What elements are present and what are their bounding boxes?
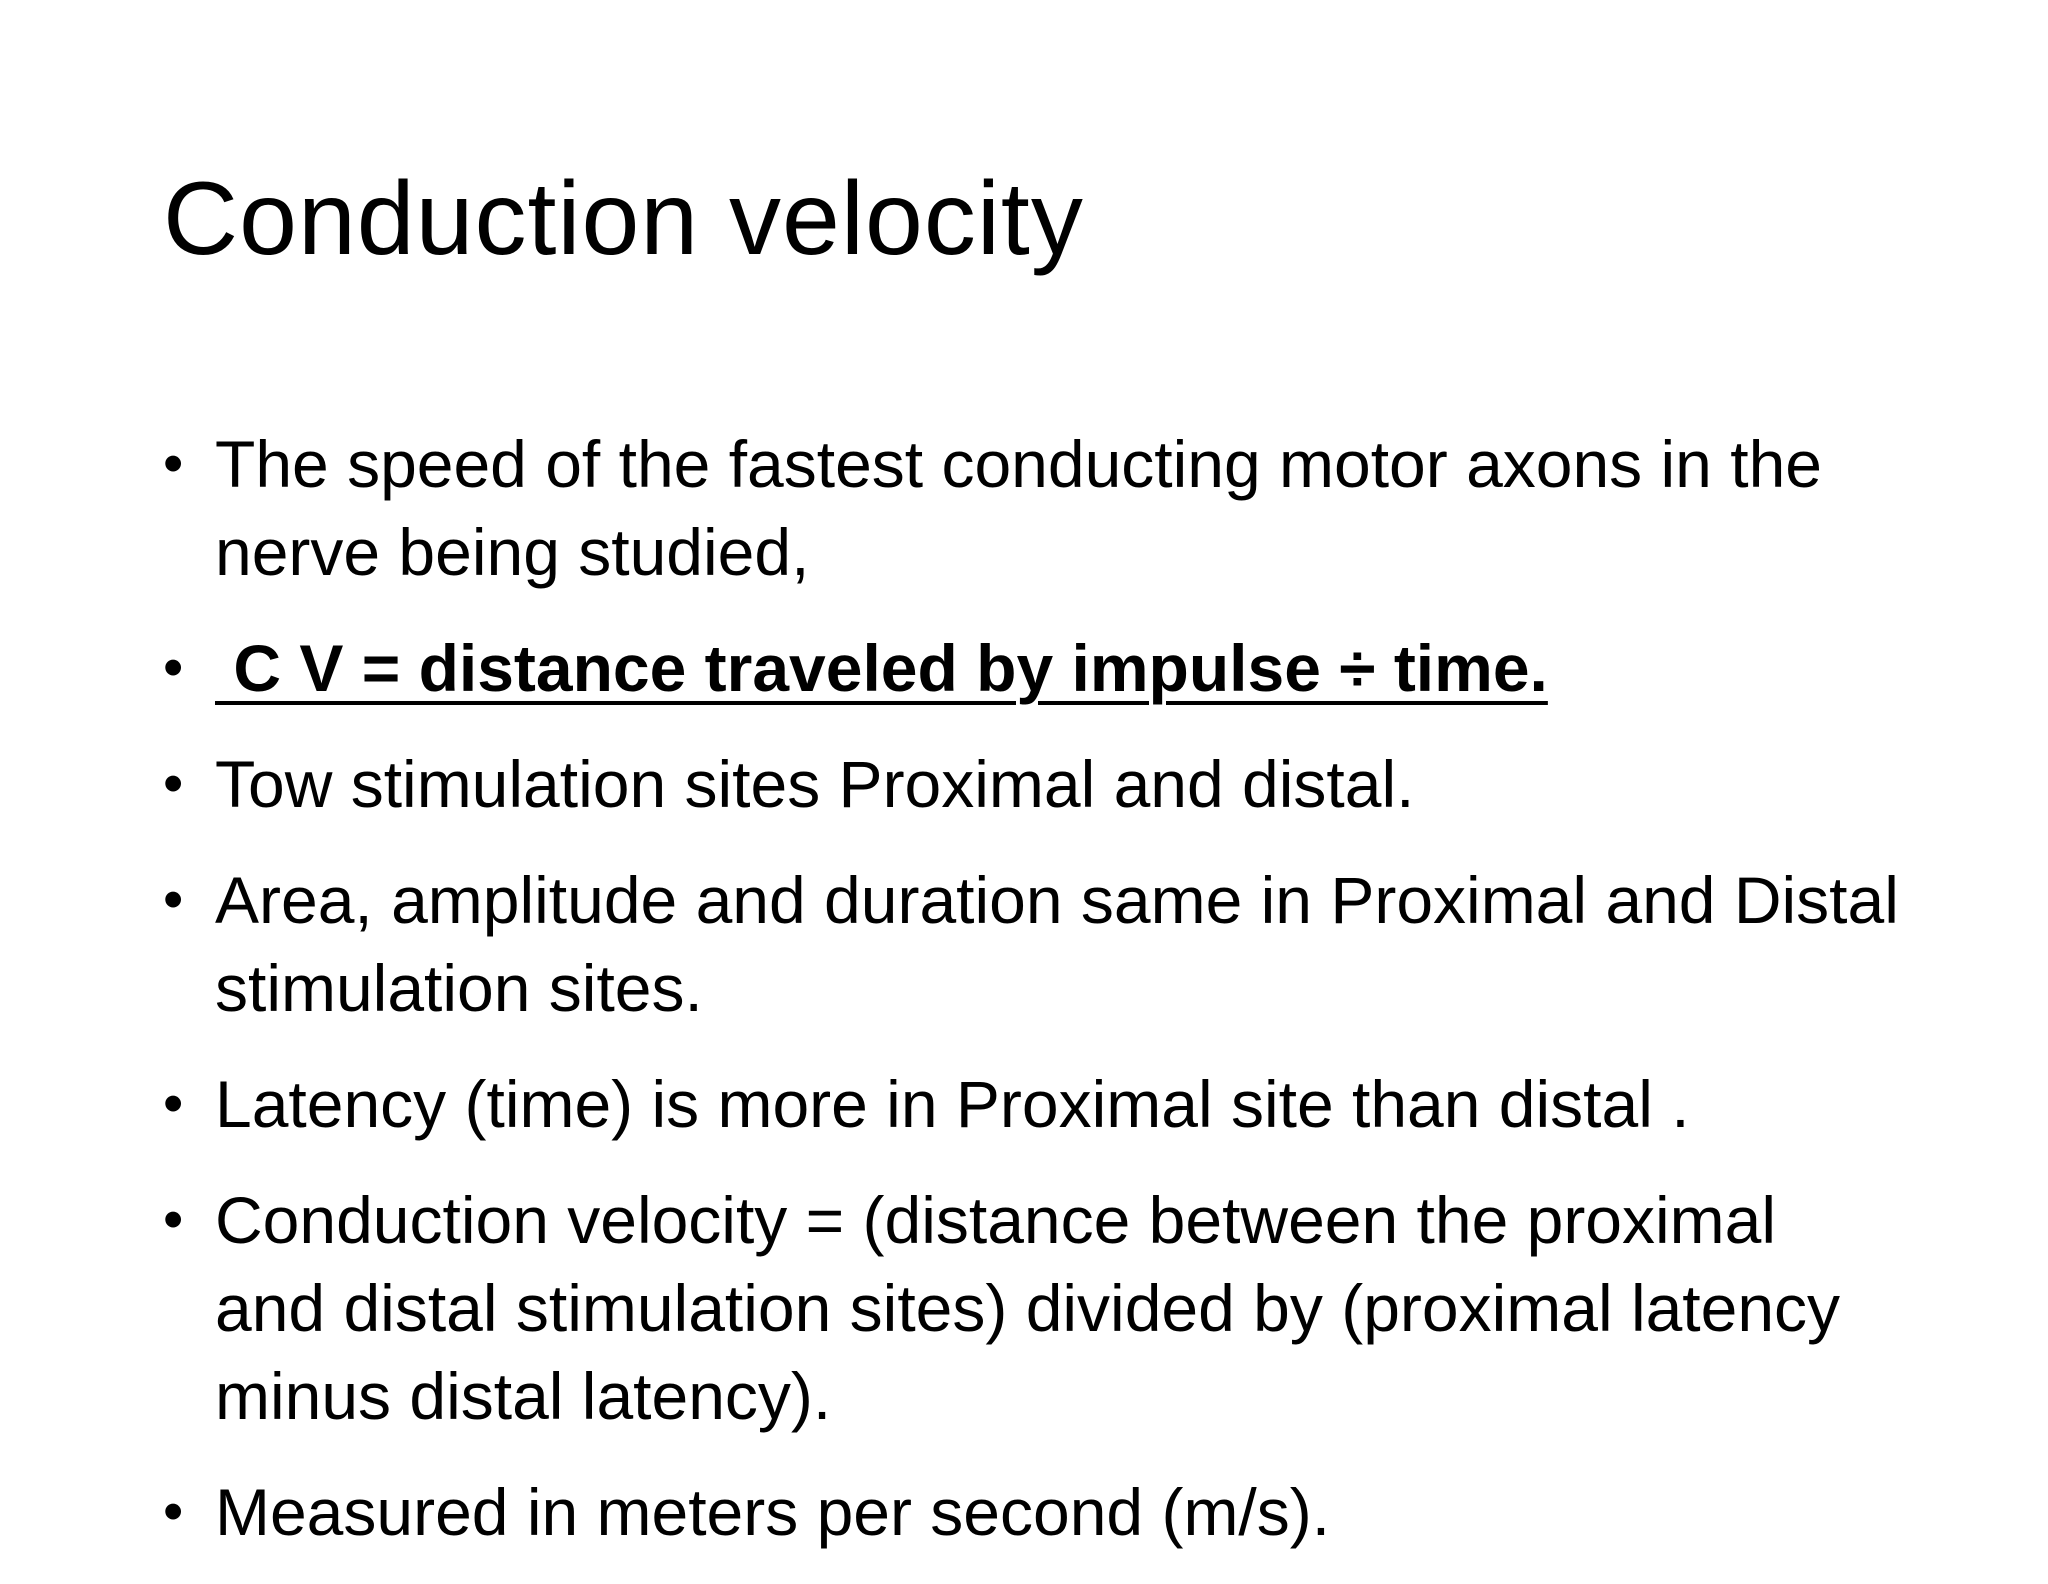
bullet-text: The speed of the fastest conducting motor axons in the nerve being studied,: [215, 427, 1822, 589]
bullet-marker-icon: •: [163, 751, 184, 816]
bullet-text: Area, amplitude and duration same in Proximal and Distal stimulation sites.: [215, 863, 1899, 1025]
bullet-marker-icon: •: [163, 1071, 184, 1136]
formula-text: C V = distance traveled by impulse ÷ time.: [215, 631, 1548, 705]
bullet-list: [163, 420, 1903, 1584]
bullet-marker-icon: •: [163, 1479, 184, 1544]
slide-title: Conduction velocity: [163, 161, 1084, 277]
bullet-text: Latency (time) is more in Proximal site than distal .: [215, 1067, 1690, 1141]
bullet-item: [163, 1468, 1903, 1556]
bullet-marker-icon: •: [163, 635, 184, 700]
bullet-marker-icon: •: [163, 867, 184, 932]
bullet-item: [163, 1176, 1903, 1440]
bullet-item: [163, 1060, 1903, 1148]
bullet-marker-icon: •: [163, 431, 184, 496]
bullet-marker-icon: •: [163, 1187, 184, 1252]
bullet-text: Conduction velocity = (distance between the proximal and distal stimulation sites) divided by (proximal latency minus distal latency).: [215, 1183, 1841, 1433]
bullet-item: [163, 420, 1903, 596]
bullet-text: Tow stimulation sites Proximal and distal.: [215, 747, 1415, 821]
bullet-item: [163, 856, 1903, 1032]
bullet-item: [163, 740, 1903, 828]
bullet-text: Measured in meters per second (m/s).: [215, 1475, 1331, 1549]
bullet-item: [163, 624, 1903, 712]
